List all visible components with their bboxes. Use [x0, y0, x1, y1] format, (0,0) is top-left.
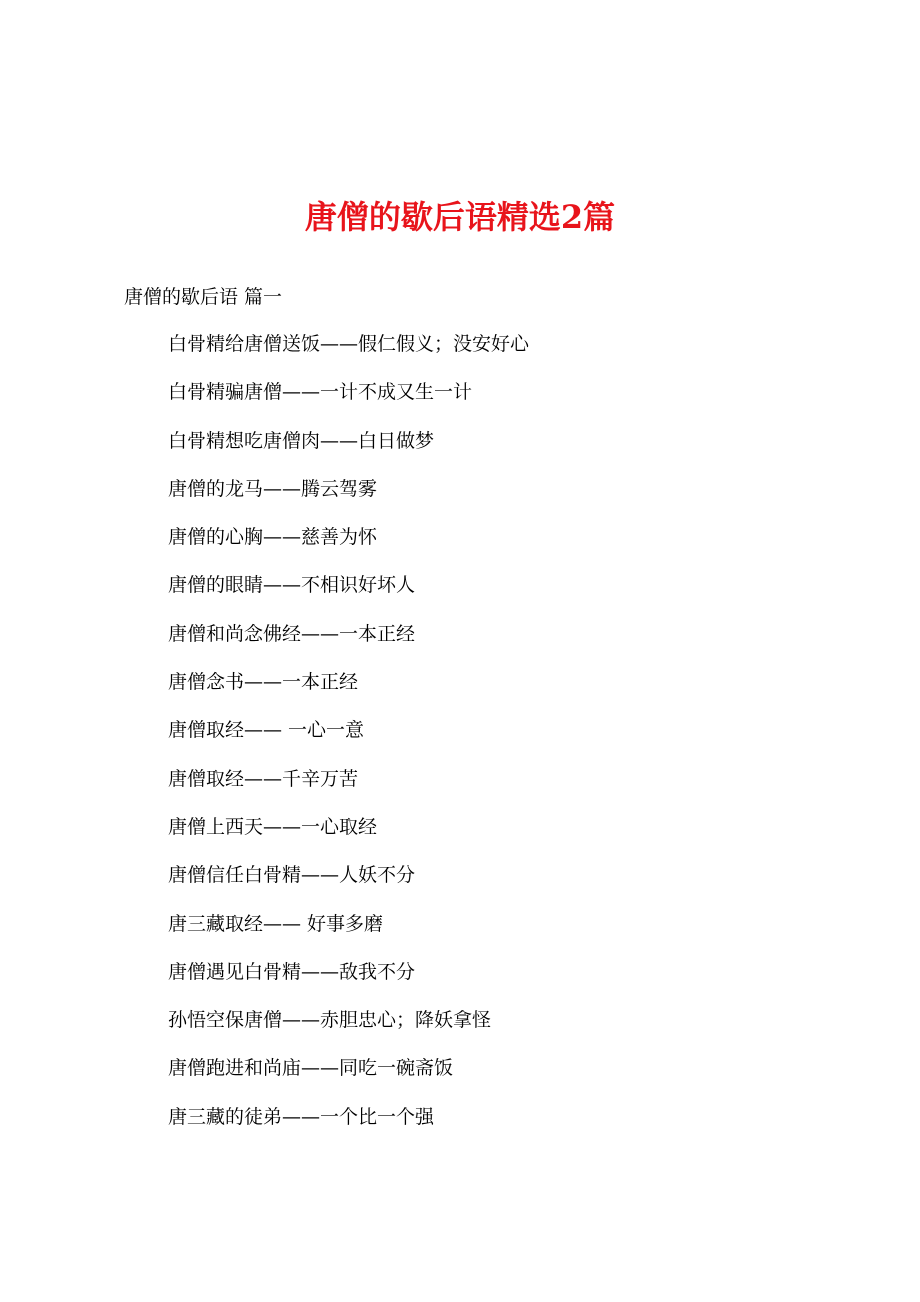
list-item: 唐僧遇见白骨精——敌我不分 [168, 960, 416, 983]
section-heading: 唐僧的歇后语 篇一 [124, 286, 283, 308]
document-title: 唐僧的歇后语精选2篇 [304, 198, 616, 236]
list-item: 唐僧的心胸——慈善为怀 [168, 526, 378, 549]
list-item: 唐三藏取经—— 好事多磨 [168, 912, 384, 935]
proverb-list [168, 330, 529, 1151]
list-item: 唐僧信任白骨精——人妖不分 [168, 864, 416, 887]
list-item: 白骨精想吃唐僧肉——白日做梦 [168, 429, 435, 452]
list-item: 唐僧的龙马——腾云驾雾 [168, 477, 378, 500]
list-item: 白骨精给唐僧送饭——假仁假义；没安好心 [168, 333, 530, 355]
list-item: 唐僧念书——一本正经 [168, 671, 359, 694]
list-item: 唐三藏的徒弟——一个比一个强 [168, 1105, 435, 1128]
list-item: 白骨精骗唐僧——一计不成又生一计 [168, 381, 473, 404]
list-item: 唐僧跑进和尚庙——同吃一碗斋饭 [168, 1057, 454, 1080]
list-item: 唐僧上西天——一心取经 [168, 815, 378, 838]
list-item: 唐僧和尚念佛经——一本正经 [168, 622, 416, 645]
list-item: 唐僧取经——千辛万苦 [168, 767, 359, 790]
list-item: 唐僧的眼睛——不相识好坏人 [168, 574, 416, 597]
list-item: 孙悟空保唐僧——赤胆忠心；降妖拿怪 [168, 1009, 492, 1032]
list-item: 唐僧取经—— 一心一意 [168, 719, 365, 742]
